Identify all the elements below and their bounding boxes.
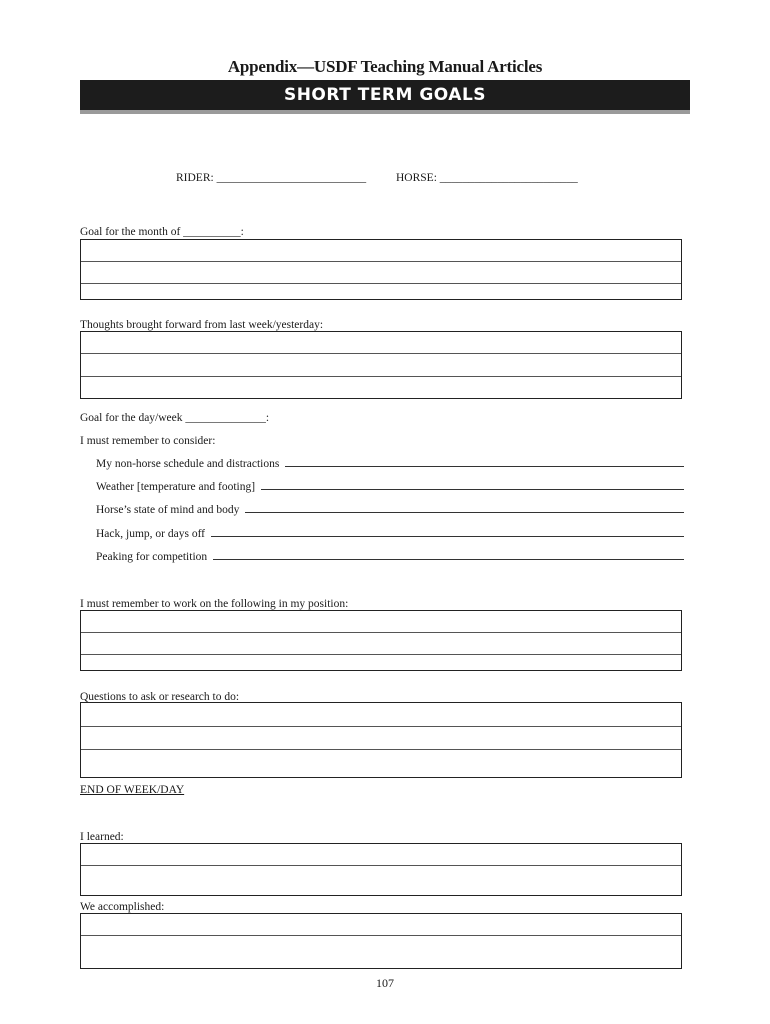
consider-item[interactable] xyxy=(96,458,684,470)
answer-line xyxy=(285,466,684,467)
questions-label: Questions to ask or research to do: xyxy=(80,691,240,703)
consider-item-label: Peaking for competition xyxy=(96,551,208,563)
consider-item[interactable] xyxy=(96,551,684,563)
rider-field[interactable]: RIDER: __________________________ xyxy=(176,172,367,184)
answer-line xyxy=(213,559,684,560)
writing-line xyxy=(81,283,681,284)
writing-line xyxy=(81,865,681,866)
consider-item-label: Weather [temperature and footing] xyxy=(96,481,256,493)
title-banner xyxy=(80,80,690,110)
banner-title: SHORT TERM GOALS xyxy=(283,85,487,105)
page-header-title: Appendix—USDF Teaching Manual Articles xyxy=(227,57,543,76)
writing-line xyxy=(81,261,681,262)
consider-intro: I must remember to consider: xyxy=(80,435,216,447)
accomplished-box[interactable] xyxy=(80,913,682,969)
page-number: 107 xyxy=(376,976,394,990)
consider-item[interactable] xyxy=(96,528,684,540)
answer-line xyxy=(211,536,684,537)
horse-field[interactable]: HORSE: ________________________ xyxy=(396,172,578,184)
writing-line xyxy=(81,632,681,633)
writing-line xyxy=(81,935,681,936)
answer-line xyxy=(245,512,684,513)
accomplished-label: We accomplished: xyxy=(80,901,165,913)
month-goal-box[interactable] xyxy=(80,239,682,300)
answer-line xyxy=(261,489,684,490)
writing-line xyxy=(81,749,681,750)
thoughts-box[interactable] xyxy=(80,331,682,399)
writing-line xyxy=(81,726,681,727)
writing-line xyxy=(81,353,681,354)
learned-label: I learned: xyxy=(80,831,124,843)
consider-item[interactable] xyxy=(96,481,684,493)
end-of-week-heading: END OF WEEK/DAY xyxy=(80,784,185,796)
position-box[interactable] xyxy=(80,610,682,671)
consider-item-label: Horse’s state of mind and body xyxy=(96,504,240,516)
thoughts-label: Thoughts brought forward from last week/yesterday: xyxy=(80,319,324,331)
consider-item-label: Hack, jump, or days off xyxy=(96,528,206,540)
writing-line xyxy=(81,376,681,377)
writing-line xyxy=(81,654,681,655)
questions-box[interactable] xyxy=(80,702,682,778)
day-goal-field[interactable]: Goal for the day/week ______________: xyxy=(80,412,270,424)
learned-box[interactable] xyxy=(80,843,682,896)
position-label: I must remember to work on the following in my position: xyxy=(80,598,349,610)
consider-item[interactable] xyxy=(96,504,684,516)
month-goal-label: Goal for the month of __________: xyxy=(80,226,244,238)
consider-item-label: My non-horse schedule and distractions xyxy=(96,458,280,470)
